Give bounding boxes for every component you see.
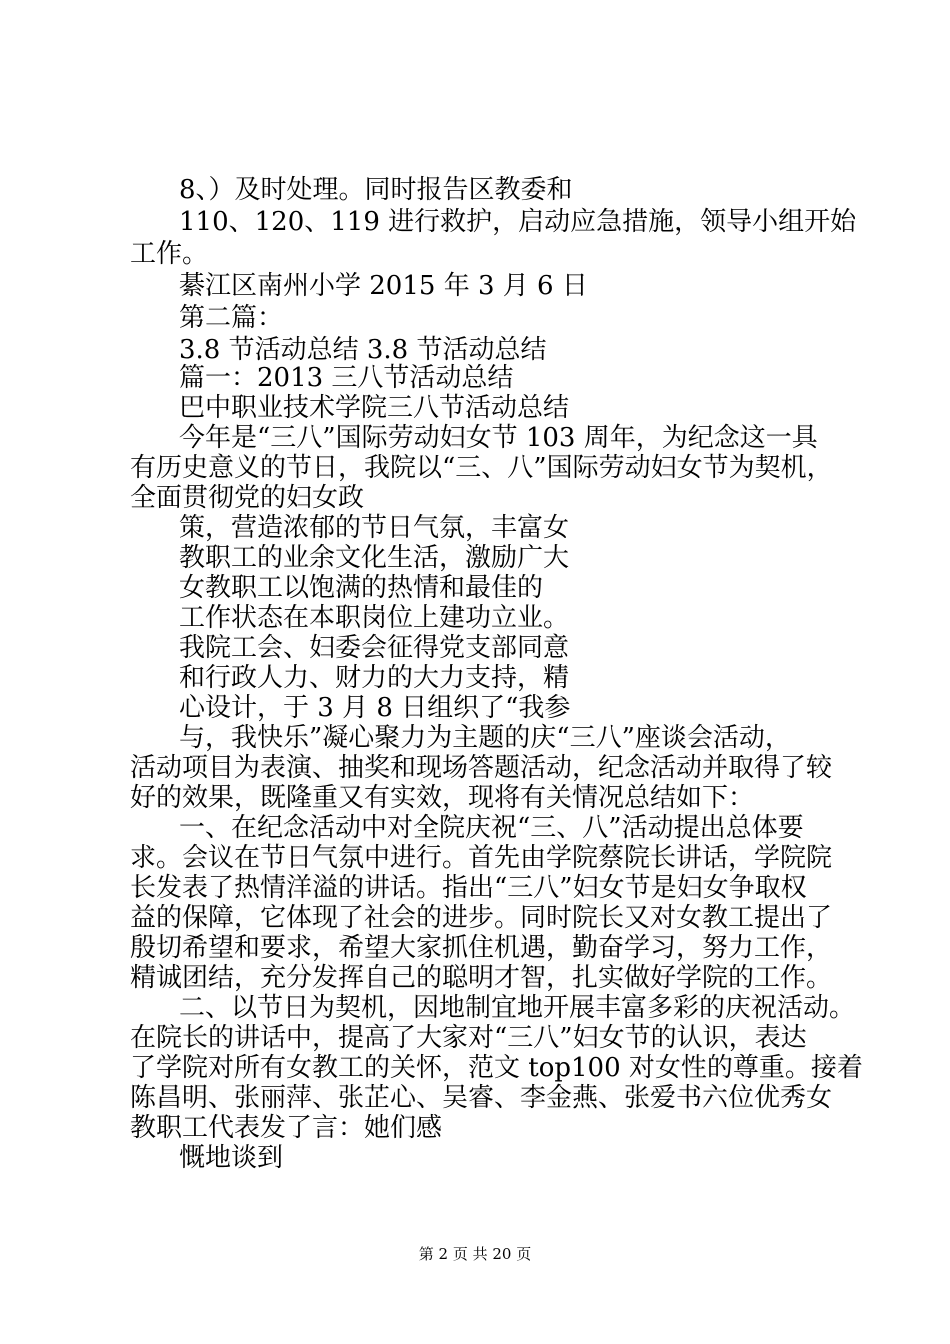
text-line: 和行政人力、财力的大力支持，精 xyxy=(179,663,570,693)
text-line: 第二篇： xyxy=(179,303,284,333)
text-line: 求。会议在节日气氛中进行。首先由学院蔡院长讲话，学院院 xyxy=(130,843,833,873)
text-line: 有历史意义的节日，我院以“三、八”国际劳动妇女节为契机， xyxy=(130,453,833,483)
text-line: 8、）及时处理。同时报告区教委和 xyxy=(179,175,573,205)
text-line: 与，我快乐”凝心聚力为主题的庆“三八”座谈会活动， xyxy=(179,723,791,753)
text-line: 工作状态在本职岗位上建功立业。 xyxy=(179,603,570,633)
text-line: 二、以节日为契机，因地制宜地开展丰富多彩的庆祝活动。 xyxy=(179,993,856,1023)
text-line: 益的保障，它体现了社会的进步。同时院长又对女教工提出了 xyxy=(130,903,833,933)
text-line: 今年是“三八”国际劳动妇女节 103 周年，为纪念这一具 xyxy=(179,423,818,453)
text-line: 教职工代表发了言：她们感 xyxy=(130,1113,443,1143)
text-line: 好的效果，既隆重又有实效，现将有关情况总结如下： xyxy=(130,783,755,813)
text-line: 篇一：2013 三八节活动总结 xyxy=(179,363,514,393)
text-line: 陈昌明、张丽萍、张芷心、吴睿、李金燕、张爱书六位优秀女 xyxy=(130,1083,833,1113)
page-footer: 第 2 页 共 20 页 xyxy=(418,1245,532,1263)
text-line: 一、在纪念活动中对全院庆祝“三、八”活动提出总体要 xyxy=(179,813,804,843)
text-line: 策，营造浓郁的节日气氛，丰富女 xyxy=(179,513,570,543)
text-line: 我院工会、妇委会征得党支部同意 xyxy=(179,633,570,663)
text-line: 精诚团结，充分发挥自己的聪明才智，扎实做好学院的工作。 xyxy=(130,963,833,993)
text-line: 綦江区南州小学 2015 年 3 月 6 日 xyxy=(179,271,588,301)
text-line: 女教职工以饱满的热情和最佳的 xyxy=(179,573,544,603)
text-line: 3.8 节活动总结 3.8 节活动总结 xyxy=(179,335,547,365)
text-line: 巴中职业技术学院三八节活动总结 xyxy=(179,393,570,423)
text-line: 教职工的业余文化生活，激励广大 xyxy=(179,543,570,573)
text-line: 了学院对所有女教工的关怀，范文 top100 对女性的尊重。接着 xyxy=(130,1053,863,1083)
text-line: 全面贯彻党的妇女政 xyxy=(130,483,365,513)
text-line: 长发表了热情洋溢的讲话。指出“三八”妇女节是妇女争取权 xyxy=(130,873,807,903)
text-line: 活动项目为表演、抽奖和现场答题活动，纪念活动并取得了较 xyxy=(130,753,833,783)
text-line: 慨地谈到 xyxy=(179,1143,284,1173)
text-line: 殷切希望和要求，希望大家抓住机遇，勤奋学习，努力工作， xyxy=(130,933,833,963)
text-line: 110、120、119 进行救护，启动应急措施，领导小组开始 xyxy=(179,207,857,237)
text-line: 心设计，于 3 月 8 日组织了“我参 xyxy=(179,693,571,723)
text-line: 在院长的讲话中，提高了大家对“三八”妇女节的认识，表达 xyxy=(130,1023,807,1053)
text-line: 工作。 xyxy=(130,239,209,269)
